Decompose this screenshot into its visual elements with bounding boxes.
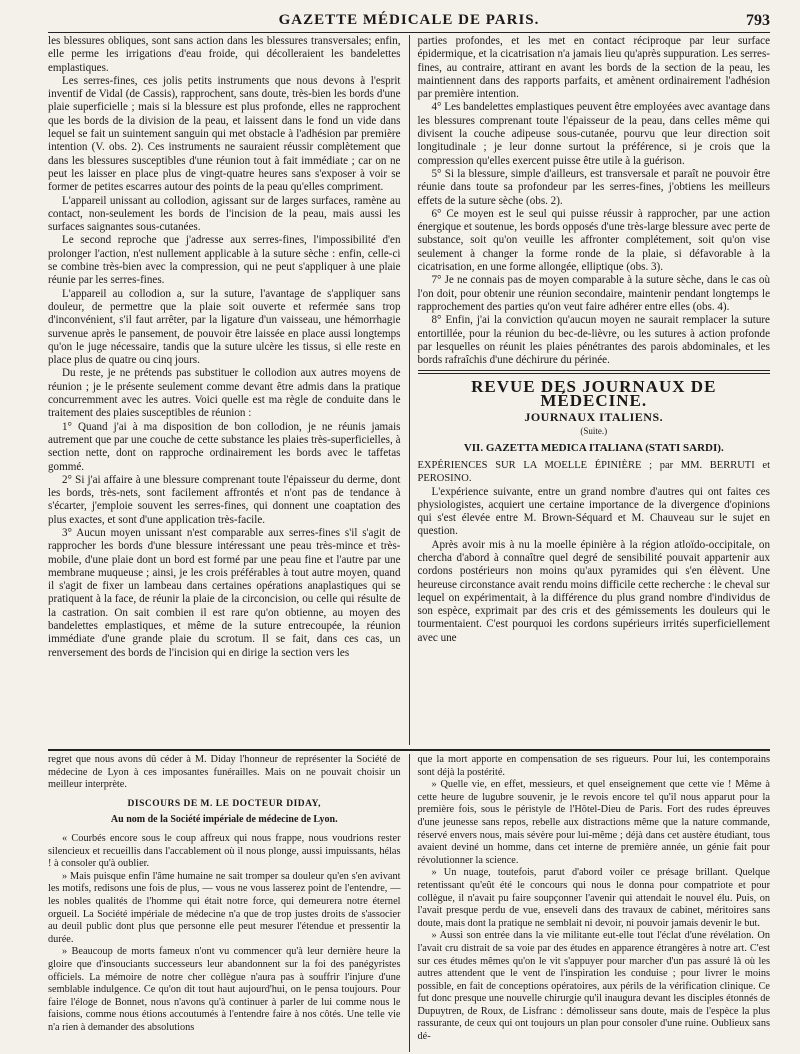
paragraph: « Courbés encore sous le coup affreux qui nous frappe, nous voudrions rester silencieux et recueillis dans l'accablement où il nous plonge, aussi impuissants, hélas ! à consoler qu'à oublier. xyxy=(48,832,401,870)
paragraph: Les serres-fines, ces jolis petits instruments que nous devons à l'esprit inventif de Vidal (de Cassis), rapprochent, sans doute, très-bien les bords d'une plaie superficielle ; mais si la blessure est plus profonde, elles ne rapprochent que les bords de la division de la peau, et laissent dans le fond un vide dans lequel se fait un suintement sanguin qui met obstacle à l'adhésion par première intention (V. obs. 2). Ces instruments ne sauraient réussir complètement que dans les blessures susceptibles d'une réunion tout à fait immédiate ; car on ne peut les laisser en place plus de vingt-quatre heures sans s'exposer à voir se former de petites escarres autour des points de la peau qu'elles compriment. xyxy=(48,74,401,194)
paragraph: 8° Enfin, j'ai la conviction qu'aucun moyen ne saurait remplacer la suture entortillée, pour la réunion du bec-de-lièvre, ou les sutures à action profonde par lesquelles on réunit les plaies pénétrantes des parois abdominales, et les bords rafraîchis d'une déchirure du périnée. xyxy=(417,314,770,367)
paragraph: parties profondes, et les met en contact réciproque par leur surface épidermique, et la cicatrisation n'a jamais lieu qu'après suppuration. Les serres-fines, au contraire, attirant en avant les bords de la section de la peau, les maintiennent dans des rapports parfaits, et amènent ordinairement l'adhésion par première intention. xyxy=(417,35,770,101)
lower-left-column xyxy=(48,754,410,1052)
journal-title: GAZETTE MÉDICALE DE PARIS. xyxy=(278,12,540,28)
revue-subtitle: JOURNAUX ITALIENS. xyxy=(524,410,664,425)
au-nom-line: Au nom de la Société impériale de médecine de Lyon. xyxy=(110,814,338,826)
paragraph: » Mais puisque enfin l'âme humaine ne sait tromper sa douleur qu'en s'en avivant les motifs, redisons une fois de plus, — vous ne vous lasserez point de l'entendre, — les nobles qualités de l'homme qui était notre force, qui demeurera notre éternel orgueil. La Société impériale de médecine n'a que de trop justes droits de s'associer au deuil public dont plus que personne elle peut mesurer l'étendue et pressentir la durée. xyxy=(48,870,401,945)
paragraph: » Aussi son entrée dans la vie militante eut-elle tout l'éclat d'une révélation. On l'avait cru distrait de sa voie par des études en apparence étrangères à notre art. C'est sur ces études mêmes qu'on le vit s'appuyer pour marcher d'un pas assuré là où les autres attendent que le vent de l'inspiration les conduise ; pour livrer le moins possible, en fait de conceptions opératoires, aux périls de la vérification clinique. Ce fut donc presque une nouvelle chirurgie qu'il inaugura devant les disciples étonnés de Dupuytren, de Roux, de Lisfranc : démolisseur sans doute, mais de l'espèce la plus rassurante, de ceux qui ont toujours un plan pour consoler d'une ruine. Oublieux sans dé- xyxy=(417,930,770,1043)
page-header xyxy=(48,8,770,32)
paragraph: 1° Quand j'ai à ma disposition de bon collodion, je ne réunis jamais autrement que par une couche de cette substance les plaies très-superficielles, à section nette, dont on rapproche ordinairement les bords avec le taffetas gommé. xyxy=(48,420,401,473)
section-separator xyxy=(418,370,771,374)
paragraph: L'appareil au collodion a, sur la suture, l'avantage de s'appliquer sans douleur, de permettre que la plaie soit ouverte et refermée sans trop d'inconvénient, s'il faut arrêter, par la ligature d'un vaisseau, une hémorrhagie survenue après le pansement, de pouvoir être laissée en place aussi longtemps qu'on le juge nécessaire, tandis que la suture ulcère les tissus, si elle reste en place plus de quatre ou cinq jours. xyxy=(48,287,401,367)
gazette-heading: VII. GAZETTA MEDICA ITALIANA (STATI SARDI). xyxy=(463,441,724,454)
discours-heading: DISCOURS DE M. LE DOCTEUR DIDAY, xyxy=(127,798,321,809)
paragraph: 5° Si la blessure, simple d'ailleurs, est transversale et paraît ne pouvoir être réunie dans toute sa profondeur par les serres-fines, j'obtiens les meilleurs effets de la suture sèche (obs. 2). xyxy=(417,167,770,207)
paragraph: regret que nous avons dû céder à M. Diday l'honneur de représenter la Société de médecine de Lyon à ces imposantes funérailles. Mais on ne pouvait choisir un meilleur interprète. xyxy=(48,754,401,791)
paragraph: » Beaucoup de morts fameux n'ont vu commencer qu'à leur dernière heure la gloire que d'insouciants successeurs leur abandonnent sur la foi des panégyristes officiels. La mémoire de notre cher collègue n'aura pas à souffrir l'injure d'une semblable indulgence. Ce qu'on dit tout haut aujourd'hui, on le pensa toujours. Pour faire l'éloge de Bonnet, nous n'avons qu'à continuer à parler de lui comme nous le faisions, comme nous étions accoutumés à l'entendre faire à nos côtés. Une telle vie n'a rien à demander des absolutions xyxy=(48,946,401,1033)
lower-right-column xyxy=(410,754,771,1052)
paragraph: 6° Ce moyen est le seul qui puisse réussir à rapprocher, par une action énergique et soutenue, les bords opposés d'une très-large blessure avec perte de substance, soit qu'on veuille les affronter complétement, soit qu'on vise seulement à changer la forme ronde de la plaie, si défavorable à la cicatrisation, en une forme allongée, elliptique (obs. 3). xyxy=(417,207,770,274)
revue-title: REVUE DES JOURNAUX DE MÉDECINE. xyxy=(471,377,717,410)
upper-right-column xyxy=(410,35,771,745)
experiences-heading: EXPÉRIENCES SUR LA MOELLE ÉPINIÈRE ; par MM. BERRUTI et PEROSINO. xyxy=(417,459,770,485)
paragraph: » Quelle vie, en effet, messieurs, et quel enseignement que cette vie ! Même à cette heure de lugubre souvenir, je le revois encore tel qu'il nous apparut pour la première fois, sous le péristyle de l'Hôtel-Dieu de Paris. Fort des rudes épreuves d'une jeunesse sans repos, rebelle aux distractions même que la nature commande, réservé envers nous, mais sévère pour lui-même ; déjà dans cet austère étudiant, tous avaient deviné un homme, dans cet interne de première année, un génie fait pour révolutionner la science. xyxy=(417,779,770,866)
paragraph: Après avoir mis à nu la moelle épinière à la région atloïdo-occipitale, on chercha d'abord à connaître quel degré de sensibilité pouvait appartenir aux cordons postérieurs non moins qu'aux pyramides qui s'en élèvent. Une heureuse circonstance avait rendu moins difficile cette recherche : le cheval sur lequel on expérimentait, à la différence du plus grand nombre d'individus de son espèce, exprimait par des cris et des gémissements les douleurs qui le tourmentaient. C'est pourquoi les cordons supérieurs irrités superficiellement avec une xyxy=(417,538,770,644)
header-rule xyxy=(48,32,770,33)
paragraph: » Un nuage, toutefois, parut d'abord voiler ce présage brillant. Quelque retentissant qu'eût été le concours qui nous le donna pour compatriote et pour collègue, il n'avait pu faire soupçonner l'avenir qui attendait le nouvel élu. Puis, on l'avait presque perdu de vue, enseveli dans des travaux de cabinet, méritoires sans doute, mais dont la pratique ne semblait ni devoir, ni pouvoir jamais devenir le but. xyxy=(417,867,770,929)
paragraph: L'appareil unissant au collodion, agissant sur de larges surfaces, ramène au contact, non-seulement les bords de l'incision de la peau, mais aussi les surfaces saignantes sous-cutanées. xyxy=(48,194,401,234)
paragraph: les blessures obliques, sont sans action dans les blessures transversales; enfin, elle perme les irrigations d'eau froide, qui décolleraient les bandelettes emplastiques. xyxy=(48,35,401,74)
paragraph: 4° Les bandelettes emplastiques peuvent être employées avec avantage dans les blessures comprenant toute l'épaisseur de la peau, dans celles même qui divisent la couche adipeuse sous-cutanée, pourvu que leur direction soit longitudinale ; je leur donne surtout la préférence, si je crois que la compression qu'elles exercent puisse être utile à la guérison. xyxy=(417,101,770,167)
paragraph: L'expérience suivante, entre un grand nombre d'autres qui ont faites ces physiologistes, acquiert une certaine importance de la divergence d'opinions qui s'est élevée entre M. Brown-Séquard et M. Chauveau sur le sujet en question. xyxy=(417,485,770,538)
paragraph: Le second reproche que j'adresse aux serres-fines, l'impossibilité d'en prolonger l'action, n'est nullement applicable à la suture sèche : enfin, celle-ci se combine très-bien avec la compression, qui ne peut s'appliquer à une plaie réunie par les serres-fines. xyxy=(48,234,401,287)
paragraph: 3° Aucun moyen unissant n'est comparable aux serres-fines s'il s'agit de rapprocher les bords d'une blessure intéressant une peau très-mince et très-mobile, d'une plaie dont un bord est formé par une peau fine et l'autre par une membrane muqueuse ; ainsi, je les crois préférables à tout autre moyen, quand il s'agit de fixer un lambeau dans certaines opérations anaplastiques qui se pratiquent à la face, de réunir la plaie de la circoncision, ou celle qui résulte de la castration. On sait combien il est rare qu'on obtienne, au moyen des bandelettes emplastiques, et même de la suture entrecoupée, la réunion immédiate d'une grande plaie du scrotum. Il se fait, dans ces cas, un renversement des bords de l'incision qui en dirige la section vers les xyxy=(48,526,401,659)
paragraph: 7° Je ne connais pas de moyen comparable à la suture sèche, dans le cas où l'on doit, pour obtenir une réunion secondaire, maintenir pendant longtemps le rapprochement des parties qu'on veut faire adhérer entre elles (obs. 4). xyxy=(417,274,770,313)
paragraph: 2° Si j'ai affaire à une blessure comprenant toute l'épaisseur du derme, dont les bords, très-nets, sont facilement affrontés et n'ont pas de tendance à s'écarter, j'emploie souvent les serres-fines, qui donnent une coaptation des plus exactes, et sont d'une application très-facile. xyxy=(48,473,401,526)
upper-left-column xyxy=(48,35,410,745)
upper-section xyxy=(48,35,770,745)
paragraph: que la mort apporte en compensation de ses rigueurs. Pour lui, les contemporains sont déjà la postérité. xyxy=(417,754,770,778)
paragraph: Du reste, je ne prétends pas substituer le collodion aux autres moyens de réunion ; je le présente seulement comme devant être admis dans la pratique concurremment avec les autres. Voici quelle est ma règle de conduite dans le traitement des plaies susceptibles de réunion : xyxy=(48,367,401,420)
lower-section xyxy=(48,754,770,1052)
feuilleton-rule xyxy=(48,749,770,751)
page-number: 793 xyxy=(746,12,770,29)
suite-label: (Suite.) xyxy=(580,426,608,437)
